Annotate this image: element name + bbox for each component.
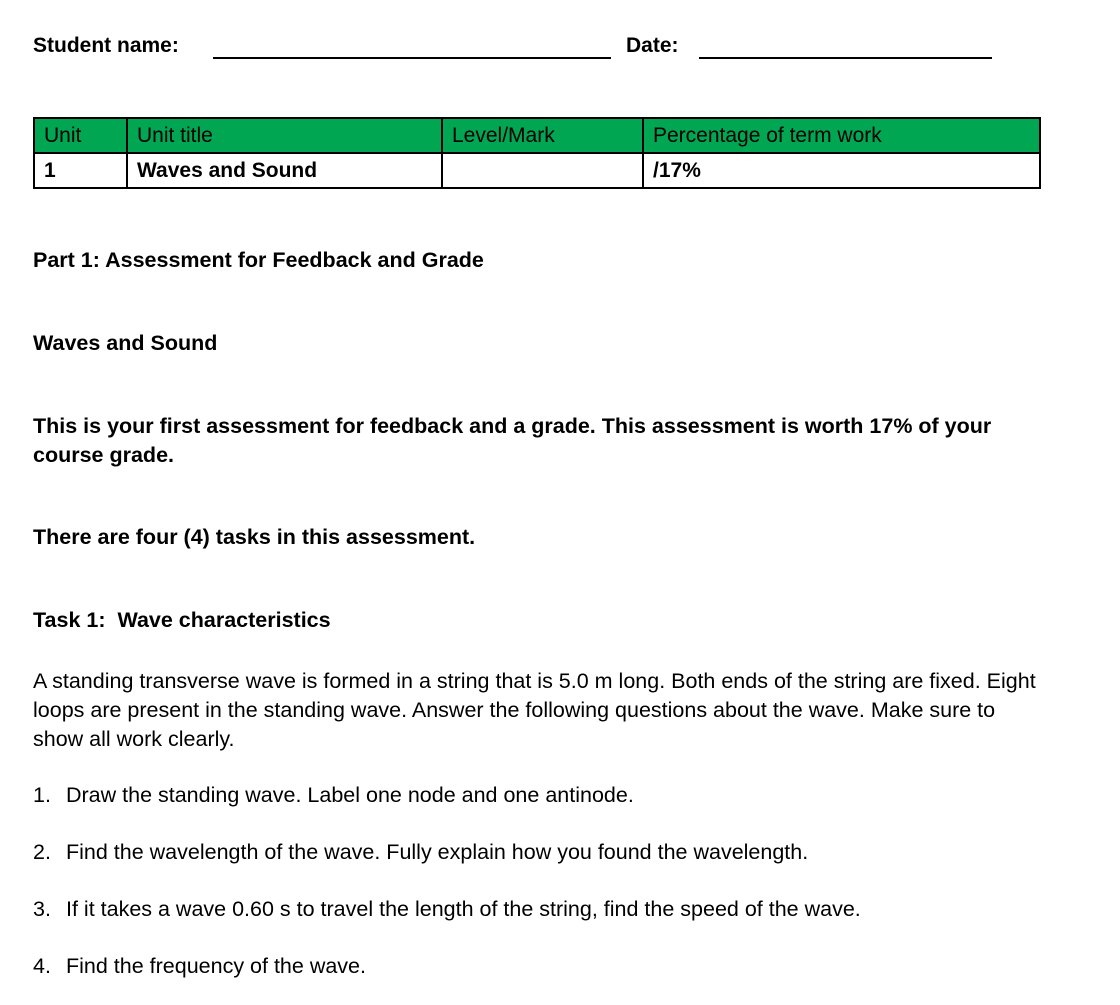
list-item xyxy=(33,952,366,981)
col-header-unit: Unit xyxy=(34,118,127,153)
question-text: Draw the standing wave. Label one node and one antinode. xyxy=(66,783,634,807)
table-header-row xyxy=(34,118,1040,153)
col-header-level-mark: Level/Mark xyxy=(442,118,643,153)
question-number: 2. xyxy=(33,840,51,864)
list-item xyxy=(33,895,861,924)
section-title: Waves and Sound xyxy=(33,331,218,355)
table-row xyxy=(34,153,1040,188)
question-number: 3. xyxy=(33,897,51,921)
question-text: If it takes a wave 0.60 s to travel the length of the string, find the speed of the wave. xyxy=(66,897,861,921)
col-header-percentage: Percentage of term work xyxy=(643,118,1040,153)
list-item xyxy=(33,838,808,867)
task-count-text: There are four (4) tasks in this assessment. xyxy=(33,525,476,549)
col-header-unit-title: Unit title xyxy=(127,118,442,153)
intro-text: This is your first assessment for feedback and a grade. This assessment is worth 17% of your course grade. xyxy=(33,414,992,467)
student-header xyxy=(33,32,1093,62)
cell-percentage: /17% xyxy=(643,153,1040,188)
unit-table xyxy=(33,117,1041,189)
student-name-line[interactable] xyxy=(213,57,611,59)
question-number: 1. xyxy=(33,783,51,807)
date-line[interactable] xyxy=(699,57,992,59)
question-number: 4. xyxy=(33,954,51,978)
date-label: Date: xyxy=(626,34,679,57)
student-name-label: Student name: xyxy=(33,34,179,57)
cell-unit-title: Waves and Sound xyxy=(127,153,442,188)
cell-level-mark[interactable] xyxy=(442,153,643,188)
question-text: Find the wavelength of the wave. Fully explain how you found the wavelength. xyxy=(66,840,809,864)
part-title: Part 1: Assessment for Feedback and Grade xyxy=(33,248,484,272)
task1-description: A standing transverse wave is formed in a string that is 5.0 m long. Both ends of the string are fixed. Eight loops are present in the standing wave. Answer the following questions about the wave. Make sure to show all work clearly. xyxy=(33,669,1036,751)
list-item xyxy=(33,781,634,810)
cell-unit: 1 xyxy=(34,153,127,188)
question-text: Find the frequency of the wave. xyxy=(66,954,366,978)
task1-title: Task 1: Wave characteristics xyxy=(33,608,331,632)
